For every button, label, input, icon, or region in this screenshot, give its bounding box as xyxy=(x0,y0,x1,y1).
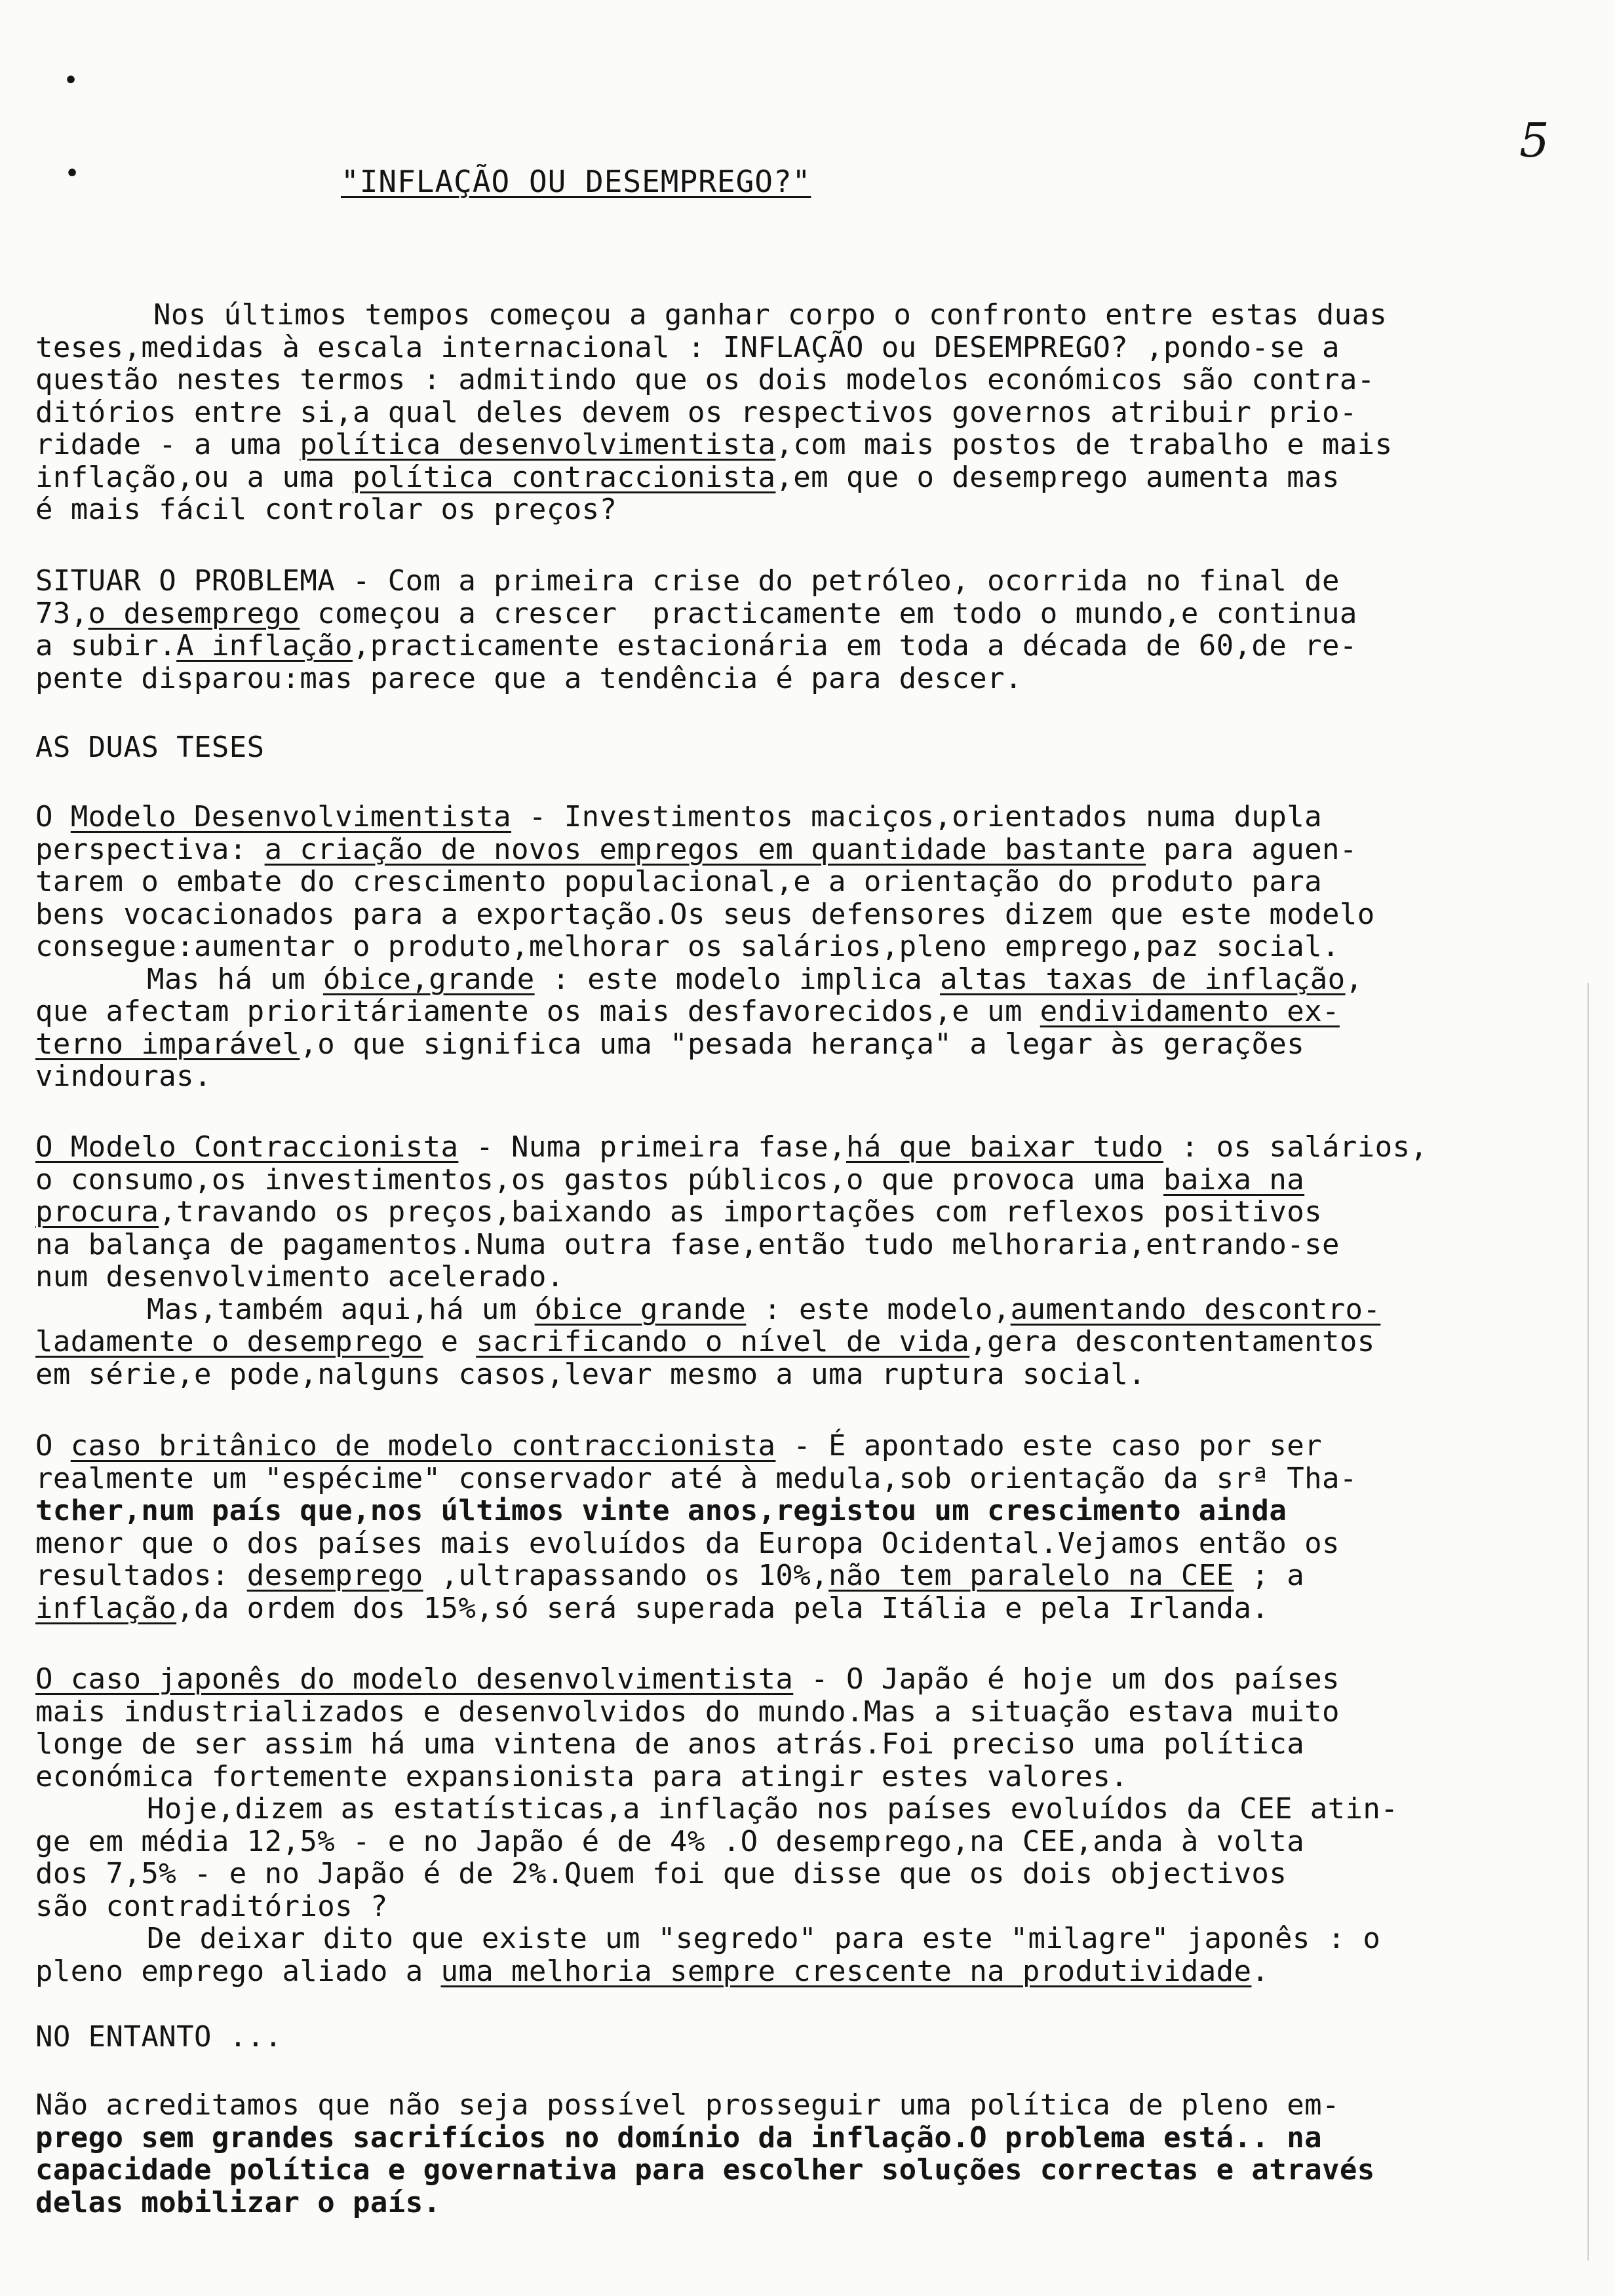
caso-britanico-paragraph: O caso britânico de modelo contraccionista - É apontado este caso por ser realmente um "espécime" conservador até à medula,sob orientação da srª Tha- tcher,num país que,nos últimos vinte anos,registou um crescimento ainda menor que o dos países mais evoluídos da Europa Ocidental.Vejamos então os resultados: desemprego ,ultrapassando os 10%,não tem paralelo na CEE ; a inflação,da ordem dos 15%,só será superada pela Itália e pela Irlanda. xyxy=(35,1429,1357,1625)
section-heading-duas-teses: AS DUAS TESES xyxy=(35,731,265,764)
margin-mark: • xyxy=(63,66,79,96)
desenvolvimentista-paragraph: O Modelo Desenvolvimentista - Investimentos maciços,orientados numa dupla perspectiva: a criação de novos empregos em quantidade bastante para aguen- tarem o embate do crescimento populacional,e a orientação do produto para bens vocacionados para a exportação.Os seus defensores dizem que este modelo consegue:aumentar o produto,melhorar os salários,pleno emprego,paz social. Mas há um óbice,grande : este modelo implica altas taxas de inflação, que afectam prioritáriamente os mais desfavorecidos,e um endividamento ex- terno imparável,o que significa uma "pesada herança" a legar às gerações vindouras. xyxy=(35,800,1375,1093)
page-number: 5 xyxy=(1519,113,1549,168)
intro-paragraph: Nos últimos tempos começou a ganhar corpo o confronto entre estas duas teses,medidas à escala internacional : INFLAÇÃO ou DESEMPREGO? ,pondo-se a questão nestes termos : admitindo que os dois modelos económicos são contra- ditórios entre si,a qual deles devem os respectivos governos atribuir prio- ridade - a uma política desenvolvimentista,com mais postos de trabalho e mais inflação,ou a uma política contraccionista,em que o desemprego aumenta mas é mais fácil controlar os preços? xyxy=(35,298,1393,526)
situar-paragraph: SITUAR O PROBLEMA - Com a primeira crise do petróleo, ocorrida no final de 73,o desemprego começou a crescer practicamente em todo o mundo,e continua a subir.A inflação,practicamente estacionária em toda a década de 60,de re- pente disparou:mas parece que a tendência é para descer. xyxy=(35,564,1357,695)
caso-japones-paragraph: O caso japonês do modelo desenvolvimentista - O Japão é hoje um dos países mais industrializados e desenvolvidos do mundo.Mas a situação estava muito longe de ser assim há uma vintena de anos atrás.Foi preciso uma política económica fortemente expansionista para atingir estes valores. Hoje,dizem as estatísticas,a inflação nos países evoluídos da CEE atin- ge em média 12,5% - e no Japão é de 4% .O desemprego,na CEE,anda à volta dos 7,5% - e no Japão é de 2%.Quem foi que disse que os dois objectivos são contraditórios ? De deixar dito que existe um "segredo" para este "milagre" japonês : o pleno emprego aliado a uma melhoria sempre crescente na produtividade. xyxy=(35,1662,1399,1988)
contraccionista-paragraph: O Modelo Contraccionista - Numa primeira fase,há que baixar tudo : os salários, o consumo,os investimentos,os gastos públicos,o que provoca uma baixa na procura,travando os preços,baixando as importações com reflexos positivos na balança de pagamentos.Numa outra fase,então tudo melhoraria,entrando-se num desenvolvimento acelerado. Mas,também aqui,há um óbice grande : este modelo,aumentando descontro- ladamente o desemprego e sacrificando o nível de vida,gera descontentamentos em série,e pode,nalguns casos,levar mesmo a uma ruptura social. xyxy=(35,1130,1428,1391)
page-title: "INFLAÇÃO OU DESEMPREGO?" xyxy=(341,164,811,199)
section-heading-no-entanto: NO ENTANTO ... xyxy=(35,2020,282,2054)
margin-mark: • xyxy=(64,159,81,189)
page-edge-line xyxy=(1587,983,1589,2261)
conclusao-paragraph: Não acreditamos que não seja possível prosseguir uma política de pleno em- prego sem grandes sacrifícios no domínio da inflação.O problema está.. na capacidade política e governativa para escolher soluções correctas e através delas mobilizar o país. xyxy=(35,2088,1375,2219)
